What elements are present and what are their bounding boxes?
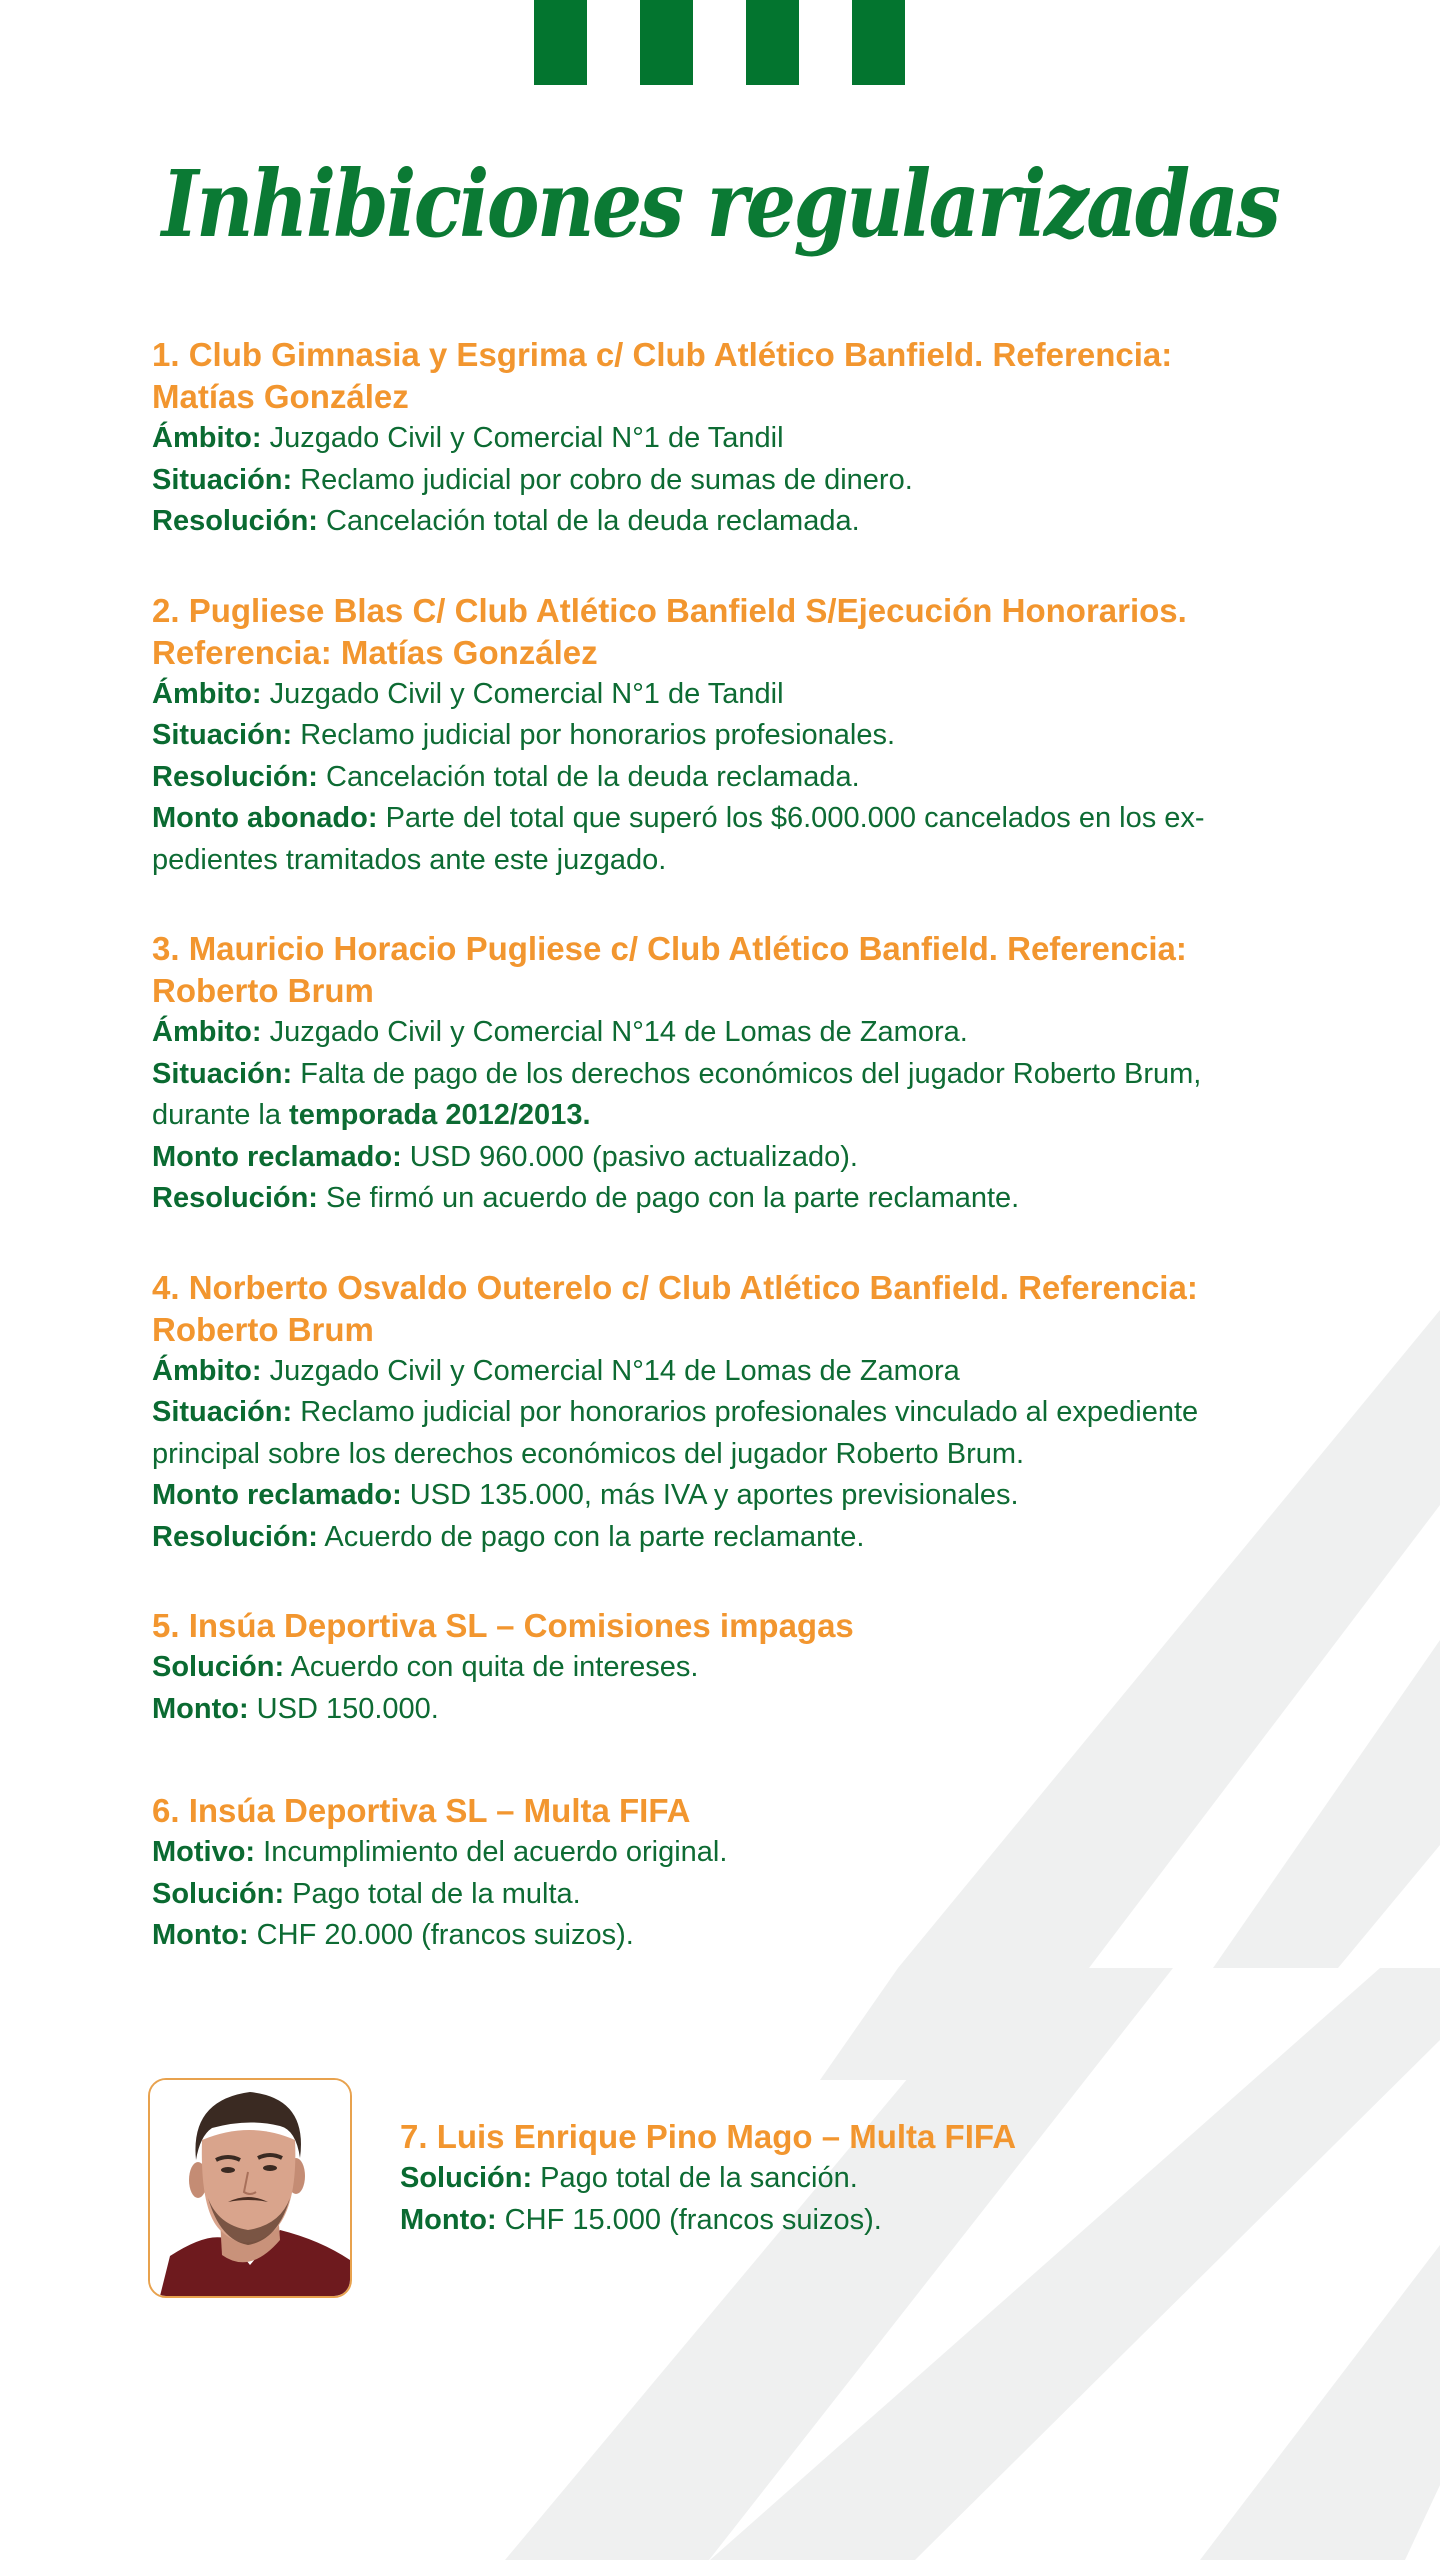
- case-title: 6. Insúa Deportiva SL – Multa FIFA: [152, 1792, 691, 1829]
- case-row-monto: Monto: USD 150.000.: [152, 1692, 439, 1725]
- case-row-motivo: Motivo: Incumplimiento del acuerdo original.: [152, 1836, 728, 1868]
- case-row-resolucion: Resolución: Acuerdo de pago con la parte reclamante.: [152, 1520, 865, 1553]
- case-item: [152, 928, 1282, 1220]
- case-row-solucion: Solución: Pago total de la sanción.: [400, 2162, 858, 2194]
- case-row-ambito: Ámbito: Juzgado Civil y Comercial N°14 de Lomas de Zamora.: [152, 1016, 968, 1048]
- case-title: 7. Luis Enrique Pino Mago – Multa FIFA: [400, 2118, 1017, 2155]
- brand-bar: [746, 0, 799, 85]
- case-title: 2. Pugliese Blas C/ Club Atlético Banfield S/Ejecución Honorarios. Referencia: Matías González: [152, 591, 1187, 671]
- case-row-ambito: Ámbito: Juzgado Civil y Comercial N°1 de Tandil: [152, 422, 784, 454]
- case-item: [152, 1267, 1282, 1559]
- case-row-monto: Monto: CHF 15.000 (francos suizos).: [400, 2203, 882, 2236]
- case-row-monto-reclamado: Monto reclamado: USD 960.000 (pasivo actualizado).: [152, 1140, 858, 1173]
- case-row-monto-abonado: Monto abonado: Parte del total que superó los $6.000.000 cancelados en los ex- pedientes tramitados ante este juzgado.: [152, 802, 1205, 876]
- player-portrait-icon: [150, 2080, 350, 2296]
- page-title: Inhibiciones regularizadas: [161, 150, 1279, 258]
- brand-bar: [640, 0, 693, 85]
- case-item: [152, 1790, 1282, 1957]
- case-row-situacion: Situación: Reclamo judicial por honorarios profesionales.: [152, 719, 896, 751]
- case-title: 3. Mauricio Horacio Pugliese c/ Club Atlético Banfield. Referencia: Roberto Brum: [152, 930, 1187, 1009]
- case-row-situacion: Situación: Reclamo judicial por cobro de sumas de dinero.: [152, 463, 913, 496]
- top-brand-bars: [534, 0, 906, 85]
- case-7-details: [400, 2116, 1016, 2241]
- case-row-situacion: Situación: Falta de pago de los derechos económicos del jugador Roberto Brum, durante la temporada 2012/2013.: [152, 1057, 1202, 1131]
- case-row-solucion: Solución: Pago total de la multa.: [152, 1877, 581, 1910]
- case-row-resolucion: Resolución: Se firmó un acuerdo de pago con la parte reclamante.: [152, 1182, 1020, 1214]
- case-row-ambito: Ámbito: Juzgado Civil y Comercial N°1 de Tandil: [152, 677, 784, 710]
- brand-bar: [852, 0, 905, 85]
- case-item: [152, 334, 1282, 543]
- case-row-solucion: Solución: Acuerdo con quita de intereses.: [152, 1651, 699, 1683]
- case-row-ambito: Ámbito: Juzgado Civil y Comercial N°14 de Lomas de Zamora: [152, 1354, 960, 1387]
- brand-bar: [534, 0, 587, 85]
- case-item-with-photo: [148, 2078, 1298, 2298]
- case-title: 5. Insúa Deportiva SL – Comisiones impagas: [152, 1607, 854, 1644]
- case-row-monto: Monto: CHF 20.000 (francos suizos).: [152, 1919, 634, 1951]
- case-title: 1. Club Gimnasia y Esgrima c/ Club Atlético Banfield. Referencia: Matías González: [152, 336, 1173, 415]
- cases-list: [152, 334, 1282, 1957]
- case-row-situacion: Situación: Reclamo judicial por honorarios profesionales vinculado al expediente principal sobre los derechos económicos del jugador Roberto Brum.: [152, 1396, 1199, 1470]
- case-row-resolucion: Resolución: Cancelación total de la deuda reclamada.: [152, 760, 860, 793]
- player-photo: [148, 2078, 352, 2298]
- case-item: [152, 590, 1282, 882]
- case-item: [152, 1605, 1282, 1730]
- case-title: 4. Norberto Osvaldo Outerelo c/ Club Atlético Banfield. Referencia: Roberto Brum: [152, 1268, 1198, 1348]
- case-row-resolucion: Resolución: Cancelación total de la deuda reclamada.: [152, 505, 860, 537]
- case-row-monto-reclamado: Monto reclamado: USD 135.000, más IVA y aportes previsionales.: [152, 1479, 1019, 1511]
